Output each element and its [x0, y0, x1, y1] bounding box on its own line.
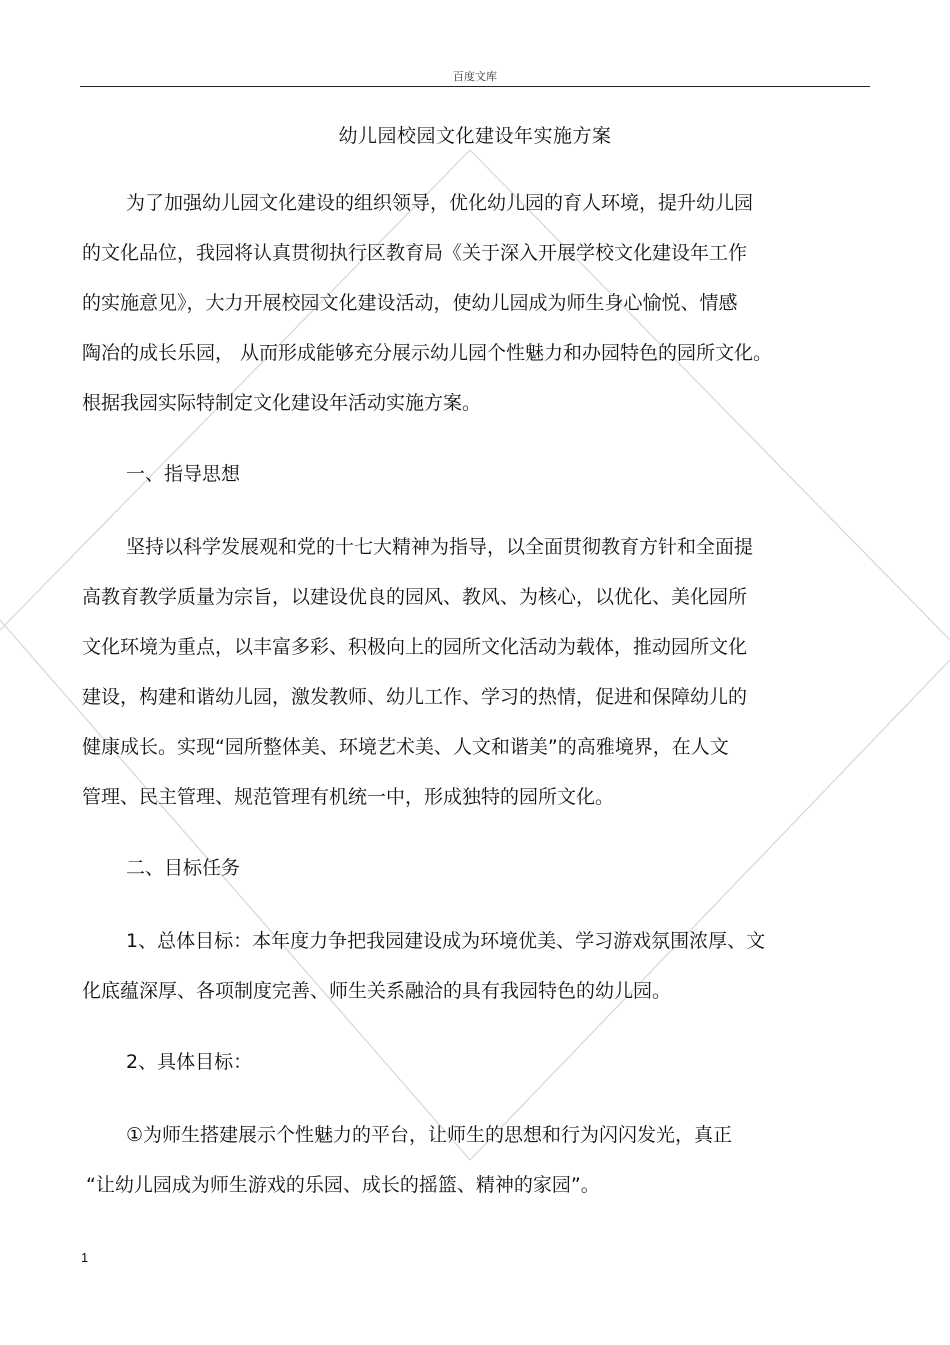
- intro-line: 陶冶的成长乐园， 从而形成能够充分展示幼儿园个性魅力和办园特色的园所文化。: [82, 342, 773, 364]
- document-title: 幼儿园校园文化建设年实施方案: [338, 125, 612, 147]
- section-heading: 二、目标任务: [126, 857, 241, 879]
- goal2-heading: 2、具体目标：: [126, 1051, 253, 1073]
- section1-line: 文化环境为重点，以丰富多彩、积极向上的园所文化活动为载体，推动园所文化: [82, 636, 748, 658]
- intro-line: 为了加强幼儿园文化建设的组织领导，优化幼儿园的育人环境，提升幼儿园: [126, 192, 754, 214]
- goal1-line: 化底蕴深厚、各项制度完善、师生关系融洽的具有我园特色的幼儿园。: [82, 980, 672, 1002]
- intro-line: 的实施意见》，大力开展校园文化建设活动，使幼儿园成为师生身心愉悦、情感: [82, 292, 738, 314]
- section1-line: 高教育教学质量为宗旨，以建设优良的园风、教风、为核心，以优化、美化园所: [82, 586, 748, 608]
- goal2-item-line: “让幼儿园成为师生游戏的乐园、成长的摇篮、精神的家园”。: [86, 1174, 600, 1196]
- section-heading: 一、指导思想: [126, 463, 241, 485]
- intro-line: 根据我园实际特制定文化建设年活动实施方案。: [82, 392, 482, 414]
- section1-line: 坚持以科学发展观和党的十七大精神为指导，以全面贯彻教育方针和全面提: [126, 536, 754, 558]
- section1-line: 健康成长。实现“园所整体美、环境艺术美、人文和谐美”的高雅境界，在人文: [82, 736, 729, 758]
- intro-line: 的文化品位，我园将认真贯彻执行区教育局《关于深入开展学校文化建设年工作: [82, 242, 748, 264]
- header-site-name: 百度文库: [453, 70, 497, 83]
- goal2-item-line: ①为师生搭建展示个性魅力的平台，让师生的思想和行为闪闪发光，真正: [126, 1124, 733, 1146]
- header-divider: [80, 86, 870, 87]
- page-number: 1: [81, 1250, 89, 1265]
- section1-line: 建设，构建和谐幼儿园，激发教师、幼儿工作、学习的热情，促进和保障幼儿的: [82, 686, 748, 708]
- goal1-line: 1、总体目标：本年度力争把我园建设成为环境优美、学习游戏氛围浓厚、文: [126, 930, 766, 952]
- section1-line: 管理、民主管理、规范管理有机统一中，形成独特的园所文化。: [82, 786, 615, 808]
